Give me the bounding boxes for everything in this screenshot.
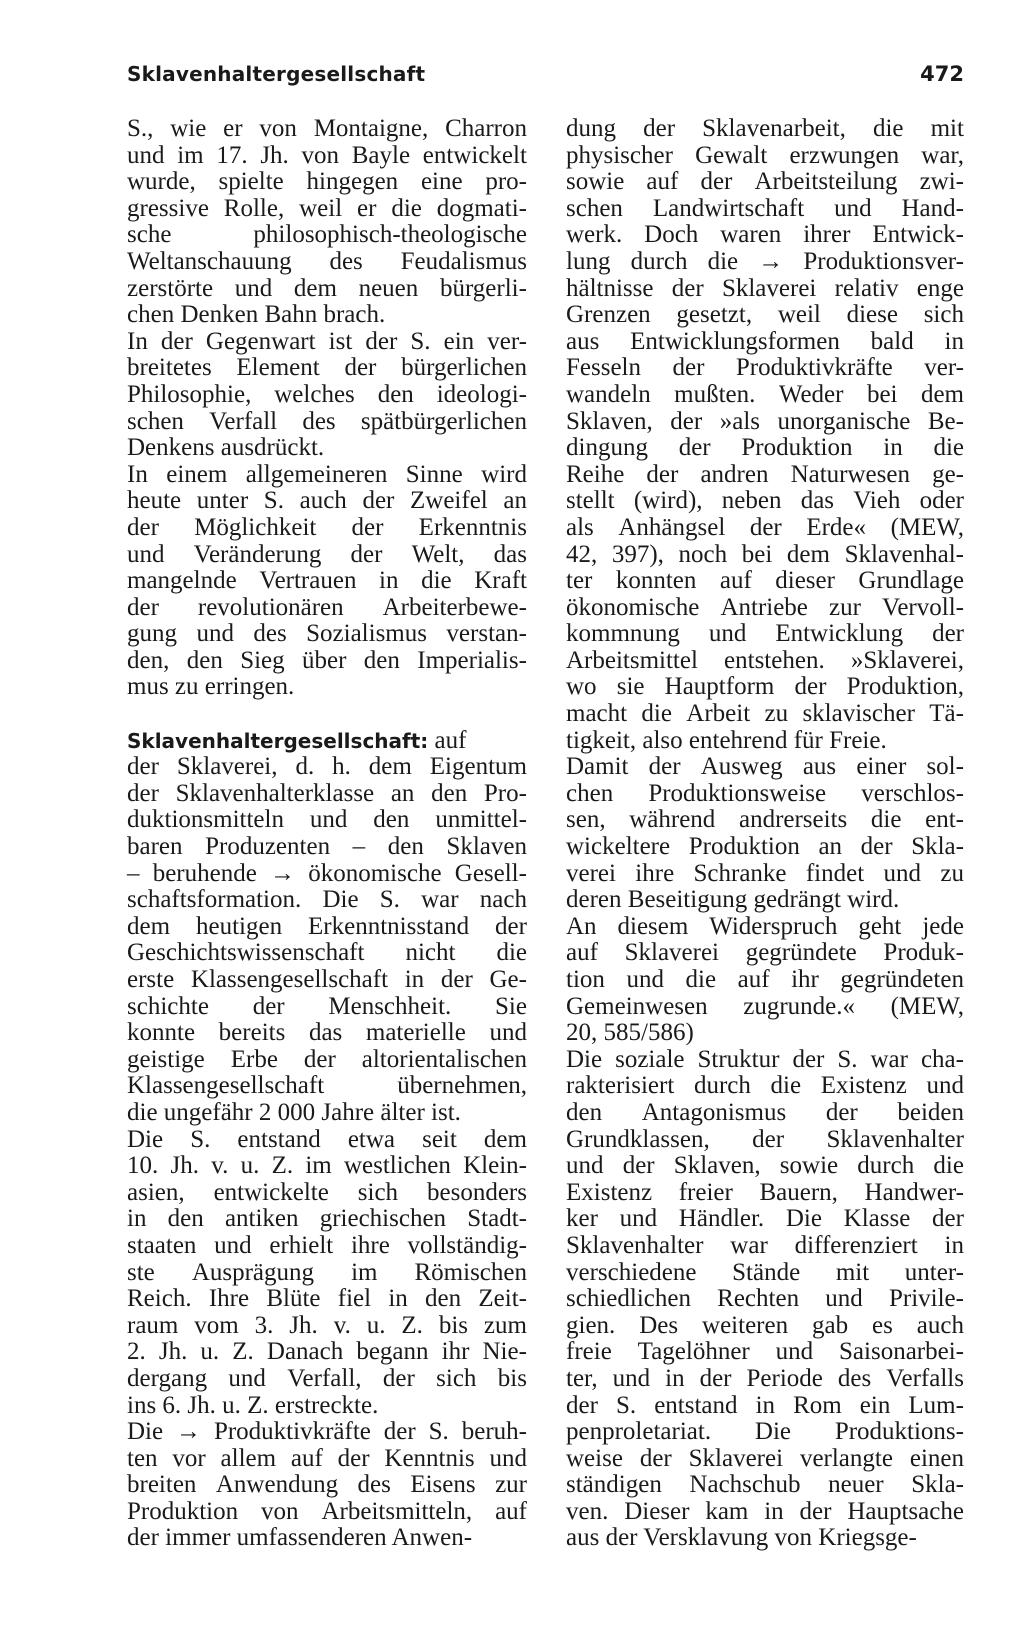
text-line: stellt (wird), neben das Vieh oder [566, 487, 964, 515]
text-line: schichte der Menschheit. Sie [127, 992, 527, 1020]
text-line: Weltanschauung des Feudalismus [127, 247, 527, 275]
text-line: – beruhende → ökonomische Gesell- [127, 859, 527, 887]
text-line: der Sklaverei, d. h. dem Eigentum [127, 753, 527, 781]
text-line: dung der Sklavenarbeit, die mit [566, 115, 964, 142]
text-line: konnte bereits das materielle und [127, 1019, 527, 1047]
text-line: aus Entwicklungsformen bald in [566, 327, 964, 355]
text-line: Existenz freier Bauern, Handwer- [566, 1178, 964, 1206]
text-line: wurde, spielte hingegen eine pro- [127, 168, 527, 196]
text-line: dem heutigen Erkenntnisstand der [127, 912, 527, 940]
text-line: Reihe der andren Naturwesen ge- [566, 460, 964, 488]
text-line: heute unter S. auch der Zweifel an [127, 487, 527, 515]
text-line: und Veränderung der Welt, das [127, 540, 527, 568]
text-line: mangelnde Vertrauen in die Kraft [127, 567, 527, 595]
text-line: wo sie Hauptform der Produktion, [566, 673, 964, 701]
text-line: ter, und in der Periode des Verfalls [566, 1364, 964, 1392]
text-line: tigkeit, also entehrend für Freie. [566, 726, 887, 754]
text-line: baren Produzenten – den Sklaven [127, 833, 527, 861]
text-line: macht die Arbeit zu sklavischer Tä- [566, 700, 964, 728]
text-line: dergang und Verfall, der sich bis [127, 1364, 527, 1392]
text-line: und im 17. Jh. von Bayle entwickelt [127, 141, 527, 169]
text-line: freie Tagelöhner und Saisonarbei- [566, 1338, 964, 1366]
text-line: ständigen Nachschub neuer Skla- [566, 1471, 964, 1499]
text-line: 2. Jh. u. Z. Danach begann ihr Nie- [127, 1338, 527, 1366]
text-line: Sklavenhalter war differenziert in [566, 1231, 964, 1259]
text-line [127, 701, 527, 728]
text-line: ter konnten auf dieser Grundlage [566, 567, 964, 595]
text-line: chen Produktionsweise verschlos- [566, 779, 964, 807]
entry-headword: Sklavenhaltergesellschaft: [127, 728, 429, 753]
text-line: Sklaven, der »als unorganische Be- [566, 407, 964, 435]
text-line: tion und die auf ihr gegründeten [566, 966, 964, 993]
page-number: 472 [920, 62, 964, 86]
text-line: raum vom 3. Jh. v. u. Z. bis zum [127, 1311, 527, 1339]
running-title: Sklavenhaltergesellschaft [127, 62, 426, 86]
text-line: der S. entstand in Rom ein Lum- [566, 1391, 964, 1419]
text-line: ökonomische Antriebe zur Vervoll- [566, 593, 964, 621]
text-line: der revolutionären Arbeiterbewe- [127, 593, 527, 621]
text-line: dingung der Produktion in die [566, 434, 964, 462]
text-line: breitetes Element der bürgerlichen [127, 354, 527, 382]
text-line: lung durch die → Produktionsver- [566, 247, 964, 275]
text-line: werk. Doch waren ihrer Entwick- [566, 221, 964, 249]
text-line: ten vor allem auf der Kenntnis und [127, 1444, 527, 1472]
text-line: 10. Jh. v. u. Z. im westlichen Klein- [127, 1152, 527, 1180]
text-line: ins 6. Jh. u. Z. erstreckte. [127, 1391, 379, 1419]
text-line: physischer Gewalt erzwungen war, [566, 141, 964, 169]
text-line: sowie auf der Arbeitsteilung zwi- [566, 168, 964, 196]
text-line: aus der Versklavung von Kriegsge- [566, 1524, 917, 1552]
text-line: Die → Produktivkräfte der S. beruh- [127, 1418, 527, 1446]
text-line: Fesseln der Produktivkräfte ver- [566, 354, 964, 382]
text-line: Grundklassen, der Sklavenhalter [566, 1125, 964, 1153]
text-line: der immer umfassenderen Anwen- [127, 1524, 473, 1552]
text-line: Arbeitsmittel entstehen. »Sklaverei, [566, 646, 964, 674]
text-line: Philosophie, welches den ideologi- [127, 380, 527, 408]
left-text-column [127, 116, 527, 1552]
text-line: In der Gegenwart ist der S. ein ver- [127, 327, 527, 355]
text-line: verschiedene Stände mit unter- [566, 1258, 964, 1286]
text-line: die ungefähr 2 000 Jahre älter ist. [127, 1098, 461, 1126]
text-line: ven. Dieser kam in der Hauptsache [566, 1497, 964, 1525]
text-line: penproletariat. Die Produktions- [566, 1418, 964, 1446]
text-line: schen Landwirtschaft und Hand- [566, 194, 964, 222]
text-line: schaftsformation. Die S. war nach [127, 886, 527, 914]
text-line: geistige Erbe der altorientalischen [127, 1045, 527, 1073]
text-line: mus zu erringen. [127, 673, 295, 701]
text-line: Klassengesellschaft übernehmen, [127, 1072, 527, 1100]
text-line: kommnung und Entwicklung der [566, 620, 964, 648]
text-line: Produktion von Arbeitsmitteln, auf [127, 1497, 527, 1525]
text-line: hältnisse der Sklaverei relativ enge [566, 274, 964, 302]
text-line: auf Sklaverei gegründete Produk- [566, 939, 964, 967]
text-line: Reich. Ihre Blüte fiel in den Zeit- [127, 1285, 527, 1313]
text-line: weise der Sklaverei verlangte einen [566, 1444, 964, 1472]
text-line: und der Sklaven, sowie durch die [566, 1152, 964, 1180]
text-line: der Möglichkeit der Erkenntnis [127, 513, 527, 541]
text-line: verei ihre Schranke findet und zu [566, 859, 964, 887]
text-line: schen Verfall des spätbürgerlichen [127, 407, 527, 435]
text-line: 42, 397), noch bei dem Sklavenhal- [566, 540, 964, 568]
text-line: sche philosophisch-theologische [127, 221, 527, 249]
text-line: gung und des Sozialismus verstan- [127, 620, 527, 648]
text-line: deren Beseitigung gedrängt wird. [566, 886, 900, 914]
text-line: An diesem Widerspruch geht jede [566, 912, 964, 940]
text-line: Damit der Ausweg aus einer sol- [566, 753, 964, 781]
text-line: sen, während andrerseits die ent- [566, 806, 964, 834]
text-line: 20, 585/586) [566, 1019, 694, 1047]
text-line: duktionsmitteln und den unmittel- [127, 806, 527, 834]
text-line: asien, entwickelte sich besonders [127, 1178, 527, 1206]
text-line: als Anhängsel der Erde« (MEW, [566, 513, 964, 541]
text-line: den, den Sieg über den Imperialis- [127, 646, 527, 674]
text-line: gressive Rolle, weil er die dogmati- [127, 194, 527, 222]
text-line: Gemeinwesen zugrunde.« (MEW, [566, 992, 964, 1020]
text-line: rakterisiert durch die Existenz und [566, 1072, 964, 1100]
text-line: Denkens ausdrückt. [127, 434, 325, 462]
text-line: Geschichtswissenschaft nicht die [127, 939, 527, 967]
text-line: in den antiken griechischen Stadt- [127, 1205, 527, 1233]
text-line: In einem allgemeineren Sinne wird [127, 460, 527, 488]
text-line: gien. Des weiteren gab es auch [566, 1311, 964, 1339]
text-line: schiedlichen Rechten und Privile- [566, 1285, 964, 1313]
text-line: breiten Anwendung des Eisens zur [127, 1471, 527, 1499]
text-line: erste Klassengesellschaft in der Ge- [127, 966, 527, 993]
text-line: den Antagonismus der beiden [566, 1098, 964, 1126]
text-line: S., wie er von Montaigne, Charron [127, 115, 527, 142]
text-line: wandeln mußten. Weder bei dem [566, 380, 964, 408]
text-line: Sklavenhaltergesellschaft: auf [127, 726, 467, 754]
text-line: Grenzen gesetzt, weil diese sich [566, 301, 964, 329]
text-line: zerstörte und dem neuen bürgerli- [127, 274, 527, 302]
text-line: der Sklavenhalterklasse an den Pro- [127, 779, 527, 807]
text-line: staaten und erhielt ihre vollständig- [127, 1231, 527, 1259]
text-line: wickeltere Produktion an der Skla- [566, 833, 964, 861]
right-text-column [566, 116, 964, 1552]
text-line: chen Denken Bahn brach. [127, 301, 386, 329]
text-line: ste Ausprägung im Römischen [127, 1258, 527, 1286]
text-line: Die soziale Struktur der S. war cha- [566, 1045, 964, 1073]
text-line: Die S. entstand etwa seit dem [127, 1125, 527, 1153]
text-line: ker und Händler. Die Klasse der [566, 1205, 964, 1233]
